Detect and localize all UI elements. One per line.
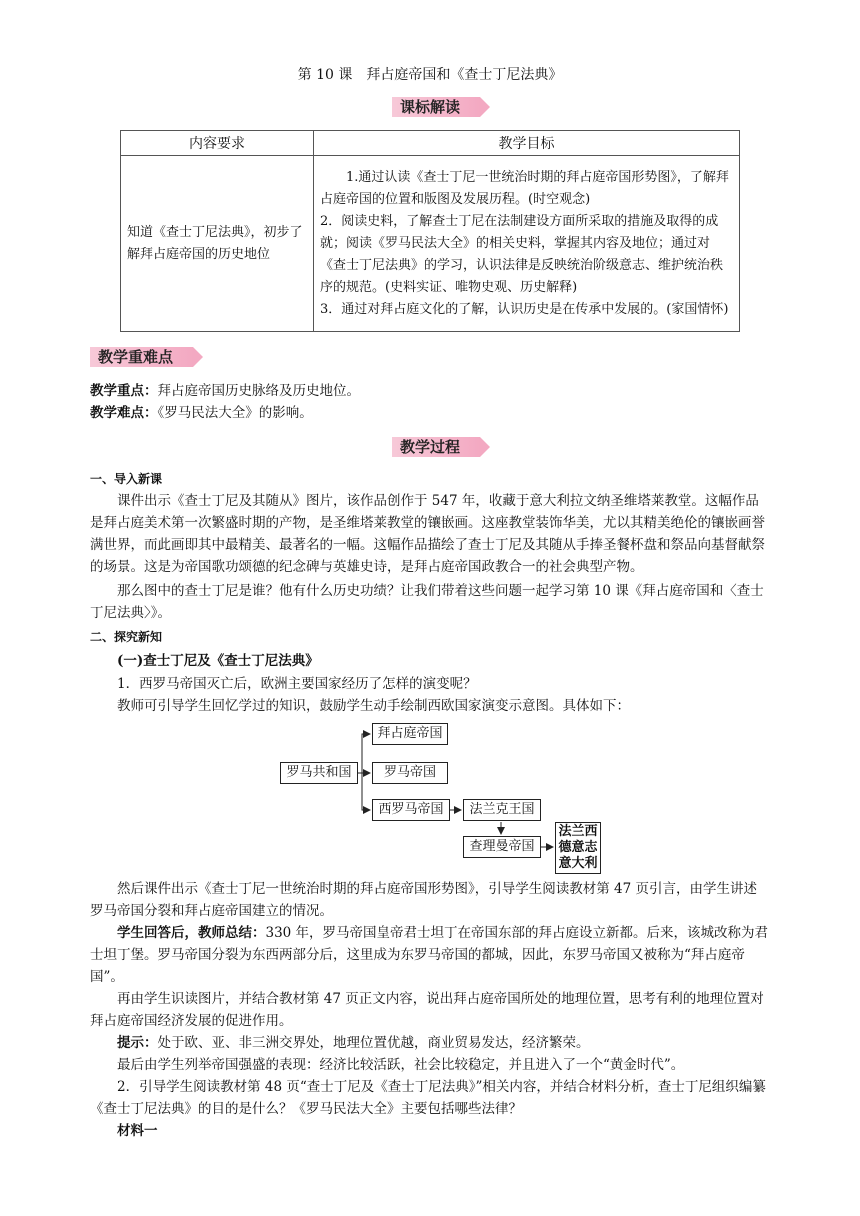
question-1: 1．西罗马帝国灭亡后，欧洲主要国家经历了怎样的演变呢？	[117, 676, 477, 692]
node-frank: 法兰克王国	[463, 799, 541, 821]
difficult-point: 教学难点：《罗马民法大全》的影响。	[90, 405, 313, 421]
paragraph-3: 然后课件出示《查士丁尼一世统治时期的拜占庭帝国形势图》，引导学生阅读教材第 47 页引言，由学生讲述罗马帝国分裂和拜占庭帝国建立的情况。	[90, 881, 758, 919]
node-republic: 罗马共和国	[280, 762, 358, 784]
question-2: 2．引导学生阅读教材第 48 页“查士丁尼及《查士丁尼法典》”相关内容，并结合材料分析，查士丁尼组织编纂《查士丁尼法典》的目的是什么？《罗马民法大全》主要包括哪些法律？	[90, 1079, 766, 1117]
banner-process: 教学过程	[392, 437, 480, 457]
node-west: 西罗马帝国	[372, 799, 450, 821]
subsection-heading: (一)查士丁尼及《查士丁尼法典》	[117, 653, 319, 669]
section-intro-heading: 一、导入新课	[90, 472, 163, 486]
result-italy: 意大利	[558, 856, 598, 871]
goal-2: 2．阅读史料，了解查士丁尼在法制建设方面所采取的措施及取得的成就；阅读《罗马民法大全》的相关史料，掌握其内容及地位；通过对《查士丁尼法典》的学习，认识法律是反映统治阶级意志、维护统治秩序的规范。(史料实证、唯物史观、历史解释)	[320, 213, 724, 295]
question-1-guide: 教师可引导学生回忆学过的知识，鼓励学生动手绘制西欧国家演变示意图。具体如下：	[117, 698, 630, 714]
banner-curriculum: 课标解读	[392, 97, 480, 117]
node-charlemagne: 查理曼帝国	[463, 836, 541, 858]
table-requirement: 知道《查士丁尼法典》，初步了解拜占庭帝国的历史地位	[121, 156, 314, 332]
result-france: 法兰西	[558, 824, 598, 839]
node-empire: 罗马帝国	[372, 762, 448, 784]
key-point: 教学重点：拜占庭帝国历史脉络及历史地位。	[90, 383, 360, 399]
banner-key-points: 教学重难点	[90, 347, 193, 367]
page-title: 第 10 课 拜占庭帝国和《查士丁尼法典》	[297, 67, 563, 83]
result-germany: 德意志	[558, 840, 598, 855]
arrow-to-byzantine	[362, 734, 370, 773]
goal-3: 3．通过对拜占庭文化的了解，认识历史是在传承中发展的。(家国情怀)	[320, 301, 729, 317]
paragraph-5: 再由学生识读图片，并结合教材第 47 页正文内容，说出拜占庭帝国所处的地理位置，思考有利的地理位置对拜占庭帝国经济发展的促进作用。	[90, 991, 764, 1029]
hint: 提示：处于欧、亚、非三洲交界处，地理位置优越，商业贸易发达，经济繁荣。	[117, 1035, 590, 1051]
table-head-requirement: 内容要求	[121, 131, 314, 156]
paragraph-4: 学生回答后，教师总结：330 年，罗马帝国皇帝君士坦丁在帝国东部的拜占庭设立新都。后来，该城改称为君士坦丁堡。罗马帝国分裂为东西两部分后，这里成为东罗马帝国的都城，因此，东罗马帝国又被称为“拜占庭帝国”。	[90, 925, 769, 985]
node-byzantine: 拜占庭帝国	[372, 723, 448, 745]
table-head-goals: 教学目标	[314, 131, 740, 156]
arrow-to-west	[362, 773, 370, 810]
paragraph-7: 最后由学生列举帝国强盛的表现：经济比较活跃，社会比较稳定，并且进入了一个“黄金时代”。	[117, 1057, 685, 1073]
material-1-label: 材料一	[117, 1123, 158, 1139]
intro-paragraph-2: 那么图中的查士丁尼是谁？他有什么历史功绩？让我们带着这些问题一起学习第 10 课《拜占庭帝国和〈查士丁尼法典〉》。	[90, 583, 764, 621]
goal-1: 1.通过认读《查士丁尼一世统治时期的拜占庭帝国形势图》，了解拜占庭帝国的位置和版图及发展历程。(时空观念)	[320, 169, 729, 207]
section-explore-heading: 二、探究新知	[90, 630, 163, 644]
intro-paragraph-1: 课件出示《查士丁尼及其随从》图片，该作品创作于 547 年，收藏于意大利拉文纳圣维塔莱教堂。这幅作品是拜占庭美术第一次繁盛时期的产物，是圣维塔莱教堂的镶嵌画。这座教堂装饰华美，尤以其精美绝伦的镶嵌画誉满世界，而此画即其中最精美、最著名的一幅。这幅作品描绘了查士丁尼及其随从手捧圣餐杯盘和祭品向基督献祭的场景。这是为帝国歌功颂德的纪念碑与英雄史诗，是拜占庭帝国政教合一的社会典型产物。	[90, 493, 765, 575]
